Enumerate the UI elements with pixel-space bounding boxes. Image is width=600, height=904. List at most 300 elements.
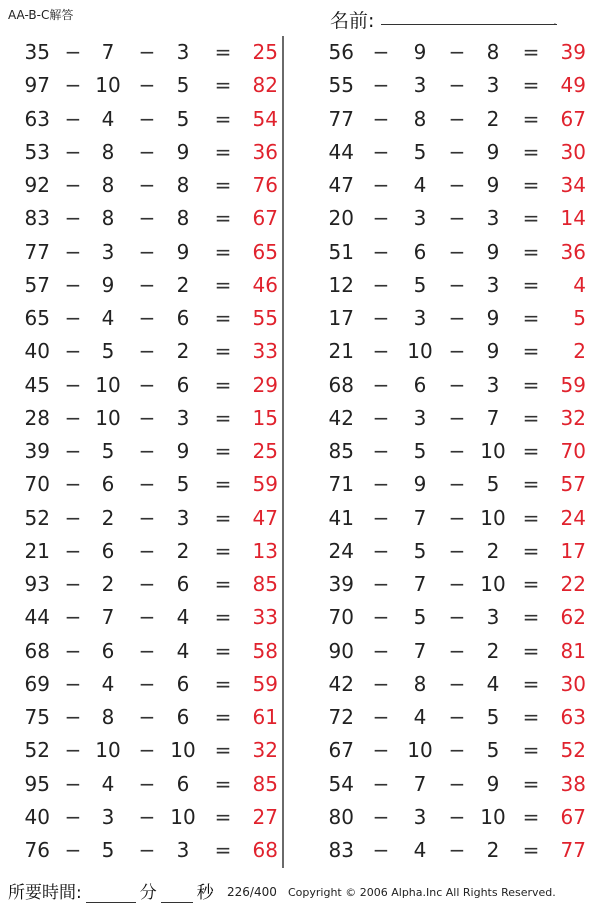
problem-row bbox=[0, 601, 280, 634]
problem-row bbox=[310, 103, 600, 136]
subtrahend-2: 3 bbox=[176, 405, 190, 430]
minuend: 72 bbox=[328, 705, 354, 729]
subtrahend-2: 2 bbox=[486, 638, 500, 663]
minus-sign: − bbox=[138, 472, 156, 497]
subtrahend-2: 4 bbox=[176, 605, 190, 630]
subtrahend-2: 3 bbox=[176, 838, 190, 862]
minus-sign: − bbox=[448, 671, 466, 696]
problem-row bbox=[0, 701, 280, 734]
minus-sign: − bbox=[138, 139, 156, 164]
minus-sign: − bbox=[448, 572, 466, 596]
problem-row bbox=[0, 236, 280, 269]
subtrahend-1: 5 bbox=[413, 605, 427, 630]
name-label: 名前: bbox=[330, 10, 375, 32]
minus-sign: − bbox=[448, 106, 466, 131]
subtrahend-2: 8 bbox=[486, 40, 500, 64]
minuend: 85 bbox=[328, 439, 354, 463]
subtrahend-1: 4 bbox=[101, 306, 115, 330]
minus-sign: − bbox=[372, 73, 390, 98]
equals-sign: = bbox=[522, 73, 540, 98]
subtrahend-1: 5 bbox=[101, 339, 115, 364]
subtrahend-1: 10 bbox=[95, 738, 121, 763]
subtrahend-1: 3 bbox=[413, 73, 427, 98]
subtrahend-1: 7 bbox=[413, 771, 427, 796]
minus-sign: − bbox=[64, 671, 82, 696]
minus-sign: − bbox=[448, 538, 466, 563]
answer: 81 bbox=[560, 638, 586, 663]
subtrahend-1: 6 bbox=[101, 538, 115, 563]
answer: 5 bbox=[573, 306, 586, 330]
minus-sign: − bbox=[138, 738, 156, 763]
subtrahend-1: 3 bbox=[413, 206, 427, 231]
subtrahend-1: 10 bbox=[95, 405, 121, 430]
minus-sign: − bbox=[448, 272, 466, 297]
subtrahend-2: 9 bbox=[486, 306, 500, 330]
minus-sign: − bbox=[138, 638, 156, 663]
minus-sign: − bbox=[138, 771, 156, 796]
subtrahend-2: 10 bbox=[170, 804, 196, 829]
subtrahend-2: 8 bbox=[176, 173, 190, 197]
answer: 59 bbox=[252, 671, 278, 696]
subtrahend-2: 10 bbox=[480, 505, 506, 530]
subtrahend-2: 10 bbox=[480, 572, 506, 596]
minuend: 56 bbox=[328, 40, 354, 64]
equals-sign: = bbox=[214, 705, 232, 729]
subtrahend-1: 4 bbox=[413, 705, 427, 729]
problem-row bbox=[310, 635, 600, 668]
equals-sign: = bbox=[522, 705, 540, 729]
minus-sign: − bbox=[64, 472, 82, 497]
answer: 17 bbox=[560, 538, 586, 563]
subtrahend-2: 2 bbox=[176, 272, 190, 297]
minus-sign: − bbox=[138, 40, 156, 64]
minutes-blank[interactable] bbox=[86, 902, 136, 903]
minus-sign: − bbox=[372, 306, 390, 330]
equals-sign: = bbox=[522, 605, 540, 630]
answer: 36 bbox=[252, 139, 278, 164]
equals-sign: = bbox=[522, 306, 540, 330]
right-problem-column bbox=[310, 36, 600, 867]
answer: 58 bbox=[252, 638, 278, 663]
minuend: 68 bbox=[328, 372, 354, 397]
minus-sign: − bbox=[448, 439, 466, 463]
problem-row bbox=[0, 535, 280, 568]
minus-sign: − bbox=[64, 173, 82, 197]
subtrahend-1: 3 bbox=[413, 306, 427, 330]
minus-sign: − bbox=[138, 505, 156, 530]
minuend: 69 bbox=[24, 671, 50, 696]
subtrahend-1: 10 bbox=[407, 339, 433, 364]
minus-sign: − bbox=[448, 206, 466, 231]
subtrahend-2: 6 bbox=[176, 671, 190, 696]
equals-sign: = bbox=[214, 372, 232, 397]
seconds-blank[interactable] bbox=[161, 902, 193, 903]
answer: 59 bbox=[252, 472, 278, 497]
minus-sign: − bbox=[138, 306, 156, 330]
minus-sign: − bbox=[64, 139, 82, 164]
equals-sign: = bbox=[522, 838, 540, 862]
subtrahend-2: 3 bbox=[486, 206, 500, 231]
minuend: 40 bbox=[24, 339, 50, 364]
equals-sign: = bbox=[214, 339, 232, 364]
answer: 33 bbox=[252, 605, 278, 630]
minuend: 44 bbox=[24, 605, 50, 630]
subtrahend-2: 5 bbox=[176, 73, 190, 98]
answer: 25 bbox=[252, 439, 278, 463]
minus-sign: − bbox=[448, 372, 466, 397]
equals-sign: = bbox=[522, 538, 540, 563]
answer: 67 bbox=[560, 804, 586, 829]
problem-row bbox=[0, 369, 280, 402]
minus-sign: − bbox=[64, 40, 82, 64]
minus-sign: − bbox=[372, 239, 390, 264]
minus-sign: − bbox=[448, 638, 466, 663]
minus-sign: − bbox=[372, 272, 390, 297]
minus-sign: − bbox=[372, 106, 390, 131]
subtrahend-1: 4 bbox=[101, 771, 115, 796]
minus-sign: − bbox=[138, 705, 156, 729]
minuend: 52 bbox=[24, 738, 50, 763]
minus-sign: − bbox=[448, 40, 466, 64]
subtrahend-1: 5 bbox=[413, 538, 427, 563]
equals-sign: = bbox=[214, 505, 232, 530]
answer: 2 bbox=[573, 339, 586, 364]
subtrahend-1: 7 bbox=[413, 638, 427, 663]
answer: 32 bbox=[252, 738, 278, 763]
minus-sign: − bbox=[64, 206, 82, 231]
equals-sign: = bbox=[522, 439, 540, 463]
answer: 33 bbox=[252, 339, 278, 364]
answer: 76 bbox=[252, 173, 278, 197]
minus-sign: − bbox=[64, 738, 82, 763]
answer: 68 bbox=[252, 838, 278, 862]
problem-row bbox=[310, 169, 600, 202]
equals-sign: = bbox=[214, 73, 232, 98]
subtrahend-2: 3 bbox=[176, 40, 190, 64]
answer: 22 bbox=[560, 572, 586, 596]
minuend: 24 bbox=[328, 538, 354, 563]
answer: 4 bbox=[573, 272, 586, 297]
problem-row bbox=[0, 568, 280, 601]
name-dot: . bbox=[553, 14, 557, 28]
answer: 36 bbox=[560, 239, 586, 264]
minuend: 45 bbox=[24, 372, 50, 397]
minus-sign: − bbox=[138, 73, 156, 98]
answer: 30 bbox=[560, 139, 586, 164]
problem-row bbox=[0, 69, 280, 102]
minus-sign: − bbox=[372, 638, 390, 663]
subtrahend-1: 4 bbox=[413, 838, 427, 862]
equals-sign: = bbox=[214, 804, 232, 829]
problem-row bbox=[0, 302, 280, 335]
subtrahend-1: 3 bbox=[101, 804, 115, 829]
minus-sign: − bbox=[64, 572, 82, 596]
minuend: 67 bbox=[328, 738, 354, 763]
problem-row bbox=[310, 568, 600, 601]
equals-sign: = bbox=[522, 206, 540, 231]
minus-sign: − bbox=[448, 139, 466, 164]
subtrahend-1: 5 bbox=[413, 139, 427, 164]
equals-sign: = bbox=[522, 106, 540, 131]
subtrahend-2: 9 bbox=[176, 139, 190, 164]
subtrahend-2: 5 bbox=[176, 106, 190, 131]
answer: 61 bbox=[252, 705, 278, 729]
subtrahend-1: 4 bbox=[413, 173, 427, 197]
subtrahend-1: 3 bbox=[413, 405, 427, 430]
minuend: 21 bbox=[328, 339, 354, 364]
subtrahend-1: 10 bbox=[95, 372, 121, 397]
minuend: 54 bbox=[328, 771, 354, 796]
problem-row bbox=[310, 668, 600, 701]
minuend: 41 bbox=[328, 505, 354, 530]
answer: 13 bbox=[252, 538, 278, 563]
minuend: 83 bbox=[328, 838, 354, 862]
subtrahend-1: 8 bbox=[413, 671, 427, 696]
answer: 67 bbox=[560, 106, 586, 131]
minus-sign: − bbox=[448, 405, 466, 430]
problem-row bbox=[0, 502, 280, 535]
answer: 38 bbox=[560, 771, 586, 796]
subtrahend-2: 2 bbox=[486, 106, 500, 131]
page-number: 226/400 bbox=[227, 885, 277, 899]
minus-sign: − bbox=[138, 572, 156, 596]
equals-sign: = bbox=[214, 572, 232, 596]
subtrahend-1: 7 bbox=[413, 505, 427, 530]
subtrahend-1: 8 bbox=[101, 705, 115, 729]
problem-row bbox=[310, 801, 600, 834]
minuend: 44 bbox=[328, 139, 354, 164]
minuend: 77 bbox=[24, 239, 50, 264]
minuend: 20 bbox=[328, 206, 354, 231]
equals-sign: = bbox=[214, 671, 232, 696]
minus-sign: − bbox=[372, 472, 390, 497]
minuend: 42 bbox=[328, 671, 354, 696]
answer: 47 bbox=[252, 505, 278, 530]
minus-sign: − bbox=[64, 705, 82, 729]
minuend: 35 bbox=[24, 40, 50, 64]
problem-row bbox=[310, 601, 600, 634]
minus-sign: − bbox=[448, 771, 466, 796]
subtrahend-2: 9 bbox=[486, 139, 500, 164]
minus-sign: − bbox=[64, 605, 82, 630]
problem-row bbox=[310, 269, 600, 302]
minuend: 83 bbox=[24, 206, 50, 231]
minus-sign: − bbox=[448, 339, 466, 364]
subtrahend-1: 8 bbox=[413, 106, 427, 131]
minus-sign: − bbox=[138, 173, 156, 197]
subtrahend-2: 9 bbox=[486, 771, 500, 796]
minus-sign: − bbox=[372, 339, 390, 364]
minus-sign: − bbox=[64, 804, 82, 829]
minus-sign: − bbox=[138, 405, 156, 430]
answer: 29 bbox=[252, 372, 278, 397]
minus-sign: − bbox=[64, 306, 82, 330]
subtrahend-2: 2 bbox=[176, 538, 190, 563]
answer: 27 bbox=[252, 804, 278, 829]
equals-sign: = bbox=[214, 239, 232, 264]
equals-sign: = bbox=[214, 538, 232, 563]
minuend: 17 bbox=[328, 306, 354, 330]
equals-sign: = bbox=[522, 239, 540, 264]
equals-sign: = bbox=[522, 405, 540, 430]
problem-row bbox=[0, 635, 280, 668]
minus-sign: − bbox=[138, 272, 156, 297]
subtrahend-1: 7 bbox=[413, 572, 427, 596]
answer: 25 bbox=[252, 40, 278, 64]
minus-sign: − bbox=[448, 73, 466, 98]
minus-sign: − bbox=[138, 605, 156, 630]
subtrahend-2: 9 bbox=[176, 439, 190, 463]
answer: 82 bbox=[252, 73, 278, 98]
minus-sign: − bbox=[372, 572, 390, 596]
problem-row bbox=[310, 69, 600, 102]
minuend: 76 bbox=[24, 838, 50, 862]
minuend: 53 bbox=[24, 139, 50, 164]
minus-sign: − bbox=[64, 771, 82, 796]
minus-sign: − bbox=[372, 405, 390, 430]
minus-sign: − bbox=[64, 405, 82, 430]
subtrahend-1: 3 bbox=[101, 239, 115, 264]
problem-row bbox=[0, 801, 280, 834]
minuend: 75 bbox=[24, 705, 50, 729]
minus-sign: − bbox=[64, 638, 82, 663]
problem-row bbox=[0, 269, 280, 302]
problem-row bbox=[0, 136, 280, 169]
answer: 30 bbox=[560, 671, 586, 696]
subtrahend-2: 8 bbox=[176, 206, 190, 231]
subtrahend-2: 2 bbox=[486, 838, 500, 862]
answer: 46 bbox=[252, 272, 278, 297]
equals-sign: = bbox=[522, 771, 540, 796]
minus-sign: − bbox=[372, 804, 390, 829]
equals-sign: = bbox=[522, 139, 540, 164]
minuend: 71 bbox=[328, 472, 354, 497]
subtrahend-2: 9 bbox=[176, 239, 190, 264]
subtrahend-1: 5 bbox=[413, 439, 427, 463]
subtrahend-2: 6 bbox=[176, 771, 190, 796]
minus-sign: − bbox=[372, 505, 390, 530]
equals-sign: = bbox=[522, 505, 540, 530]
subtrahend-1: 9 bbox=[101, 272, 115, 297]
problem-row bbox=[0, 202, 280, 235]
minutes-label: 分 bbox=[139, 883, 157, 903]
subtrahend-2: 3 bbox=[486, 605, 500, 630]
subtrahend-1: 6 bbox=[413, 372, 427, 397]
time-label: 所要時間: bbox=[8, 883, 82, 903]
minus-sign: − bbox=[64, 339, 82, 364]
problem-row bbox=[0, 734, 280, 767]
name-field-line[interactable] bbox=[381, 24, 557, 25]
subtrahend-2: 10 bbox=[170, 738, 196, 763]
subtrahend-2: 3 bbox=[486, 272, 500, 297]
subtrahend-2: 5 bbox=[486, 472, 500, 497]
equals-sign: = bbox=[214, 439, 232, 463]
minuend: 90 bbox=[328, 638, 354, 663]
minuend: 21 bbox=[24, 538, 50, 563]
subtrahend-2: 7 bbox=[486, 405, 500, 430]
seconds-label: 秒 bbox=[196, 883, 214, 903]
minuend: 70 bbox=[328, 605, 354, 630]
subtrahend-1: 3 bbox=[413, 804, 427, 829]
minuend: 39 bbox=[328, 572, 354, 596]
subtrahend-1: 2 bbox=[101, 505, 115, 530]
minus-sign: − bbox=[138, 804, 156, 829]
answer: 59 bbox=[560, 372, 586, 397]
subtrahend-1: 10 bbox=[407, 738, 433, 763]
problem-row bbox=[310, 435, 600, 468]
minuend: 93 bbox=[24, 572, 50, 596]
subtrahend-2: 4 bbox=[486, 671, 500, 696]
subtrahend-1: 4 bbox=[101, 106, 115, 131]
minus-sign: − bbox=[372, 538, 390, 563]
minus-sign: − bbox=[138, 538, 156, 563]
minus-sign: − bbox=[372, 771, 390, 796]
subtrahend-1: 5 bbox=[413, 272, 427, 297]
minus-sign: − bbox=[372, 372, 390, 397]
answer: 55 bbox=[252, 306, 278, 330]
minus-sign: − bbox=[64, 538, 82, 563]
answer: 52 bbox=[560, 738, 586, 763]
problem-row bbox=[0, 834, 280, 867]
subtrahend-1: 5 bbox=[101, 439, 115, 463]
minus-sign: − bbox=[372, 439, 390, 463]
minus-sign: − bbox=[138, 206, 156, 231]
answer: 63 bbox=[560, 705, 586, 729]
equals-sign: = bbox=[214, 106, 232, 131]
minus-sign: − bbox=[64, 838, 82, 862]
minus-sign: − bbox=[448, 838, 466, 862]
equals-sign: = bbox=[214, 139, 232, 164]
minuend: 40 bbox=[24, 804, 50, 829]
equals-sign: = bbox=[214, 173, 232, 197]
problem-row bbox=[310, 468, 600, 501]
subtrahend-2: 9 bbox=[486, 339, 500, 364]
subtrahend-1: 8 bbox=[101, 206, 115, 231]
equals-sign: = bbox=[522, 173, 540, 197]
minus-sign: − bbox=[138, 671, 156, 696]
column-divider bbox=[282, 36, 284, 868]
problem-row bbox=[310, 768, 600, 801]
answer: 65 bbox=[252, 239, 278, 264]
minuend: 42 bbox=[328, 405, 354, 430]
subtrahend-2: 3 bbox=[486, 73, 500, 98]
subtrahend-2: 6 bbox=[176, 372, 190, 397]
minuend: 39 bbox=[24, 439, 50, 463]
equals-sign: = bbox=[522, 804, 540, 829]
subtrahend-2: 10 bbox=[480, 439, 506, 463]
minuend: 92 bbox=[24, 173, 50, 197]
equals-sign: = bbox=[522, 738, 540, 763]
minuend: 55 bbox=[328, 73, 354, 98]
subtrahend-1: 8 bbox=[101, 139, 115, 164]
minus-sign: − bbox=[64, 239, 82, 264]
subtrahend-2: 6 bbox=[176, 572, 190, 596]
equals-sign: = bbox=[214, 838, 232, 862]
worksheet-title: AA-B-C解答 bbox=[8, 8, 74, 22]
minuend: 65 bbox=[24, 306, 50, 330]
answer: 34 bbox=[560, 173, 586, 197]
problem-row bbox=[310, 236, 600, 269]
subtrahend-1: 2 bbox=[101, 572, 115, 596]
minus-sign: − bbox=[64, 73, 82, 98]
answer: 15 bbox=[252, 405, 278, 430]
answer: 67 bbox=[252, 206, 278, 231]
equals-sign: = bbox=[214, 206, 232, 231]
subtrahend-2: 6 bbox=[176, 705, 190, 729]
problem-row bbox=[0, 335, 280, 368]
minuend: 57 bbox=[24, 272, 50, 297]
minuend: 68 bbox=[24, 638, 50, 663]
